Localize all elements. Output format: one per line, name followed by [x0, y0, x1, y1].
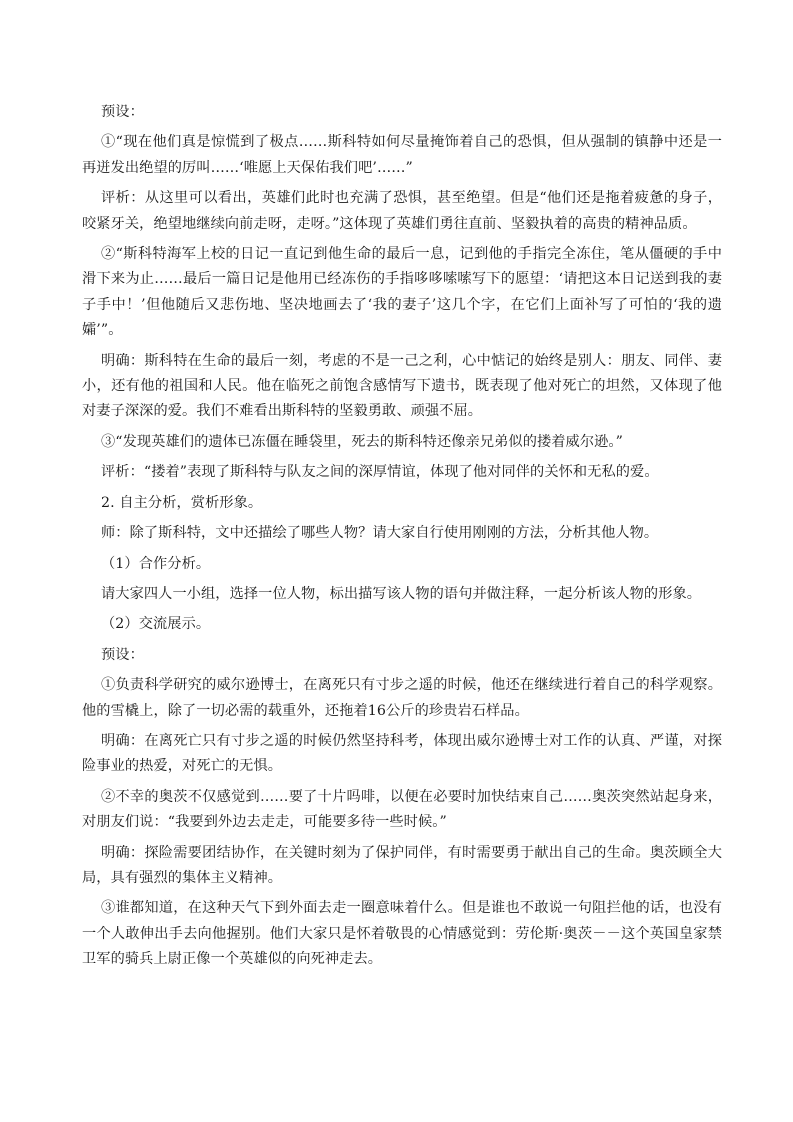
paragraph-quote-3: ③“发现英雄们的遗体已冻僵在睡袋里，死去的斯科特还像亲兄弟似的搂着威尔逊。” — [101, 433, 623, 450]
paragraph-comment-1: 评析：从这里可以看出，英雄们此时也充满了恐惧，甚至绝望。但是“他们还是拖着疲惫的身子，咬紧牙关，绝望地继续向前走呀，走呀。”这体现了英雄们勇往直前、坚毅执着的高贵的精神品质。 — [82, 190, 722, 232]
paragraph-teacher-prompt: 师：除了斯科特，文中还描绘了哪些人物？请大家自行使用刚刚的方法，分析其他人物。 — [101, 525, 659, 542]
paragraph-comment-2: 评析：“搂着”表现了斯科特与队友之间的深厚情谊，体现了他对同伴的关怀和无私的爱。 — [101, 464, 659, 481]
paragraph-preset-label-2: 预设： — [101, 646, 144, 663]
paragraph-quote-1: ①“现在他们真是惊慌到了极点……斯科特如何尽量掩饰着自己的恐惧，但从强制的镇静中还是一再迸发出绝望的厉叫……‘唯愿上天保佑我们吧’……” — [82, 134, 722, 176]
paragraph-preset-label-1: 预设： — [101, 104, 144, 120]
paragraph-oates-quote: ②不幸的奥茨不仅感觉到……要了十片吗啡，以便在必要时加快结束自己……奥茨突然站起身来，对朋友们说：“我要到外边去走走，可能要多待一些时候。” — [82, 788, 722, 831]
paragraph-wilson-quote: ①负责科学研究的威尔逊博士，在离死只有寸步之遥的时候，他还在继续进行着自己的科学观察。他的雪橇上，除了一切必需的载重外，还拖着16公斤的珍贵岩石样品。 — [82, 677, 722, 719]
paragraph-quote-2: ②“斯科特海军上校的日记一直记到他生命的最后一息，记到他的手指完全冻住，笔从僵硬的手中滑下来为止……最后一篇日记是他用已经冻伤的手指哆哆嗦嗦写下的愿望：‘请把这本日记送到我的妻子手中！’但他随后又悲伤地、坚决地画去了‘我的妻子’这几个字，在它们上面补写了可怕的‘我的遗孀’”。 — [82, 246, 722, 339]
document-body — [82, 100, 722, 978]
paragraph-clarify-1: 明确：斯科特在生命的最后一刻，考虑的不是一己之利，心中惦记的始终是别人：朋友、同伴、妻小，还有他的祖国和人民。他在临死之前饱含感情写下遗书，既表现了他对死亡的坦然，又体现了他对妻子深深的爱。我们不难看出斯科特的坚毅勇敢、顽强不屈。 — [82, 352, 722, 420]
paragraph-oates-departure: ③谁都知道，在这种天气下到外面去走一圈意味着什么。但是谁也不敢说一句阻拦他的话，也没有一个人敢伸出手去向他握别。他们大家只是怀着敬畏的心情感觉到：劳伦斯·奥茨－－这个英国皇家禁卫军的骑兵上尉正像一个英雄似的向死神走去。 — [82, 900, 722, 968]
subheading-cooperative-analysis: （1）合作分析。 — [101, 555, 211, 572]
paragraph-oates-clarify: 明确：探险需要团结协作，在关键时刻为了保护同伴，有时需要勇于献出自己的生命。奥茨顾全大局，具有强烈的集体主义精神。 — [82, 844, 722, 886]
paragraph-wilson-clarify: 明确：在离死亡只有寸步之遥的时候仍然坚持科考，体现出威尔逊博士对工作的认真、严谨，对探险事业的热爱，对死亡的无惧。 — [82, 732, 722, 775]
section-heading-self-analysis: 2. 自主分析，赏析形象。 — [101, 494, 263, 511]
paragraph-group-instruction: 请大家四人一小组，选择一位人物，标出描写该人物的语句并做注释，一起分析该人物的形象。 — [101, 585, 702, 602]
subheading-exchange-display: （2）交流展示。 — [101, 616, 211, 633]
